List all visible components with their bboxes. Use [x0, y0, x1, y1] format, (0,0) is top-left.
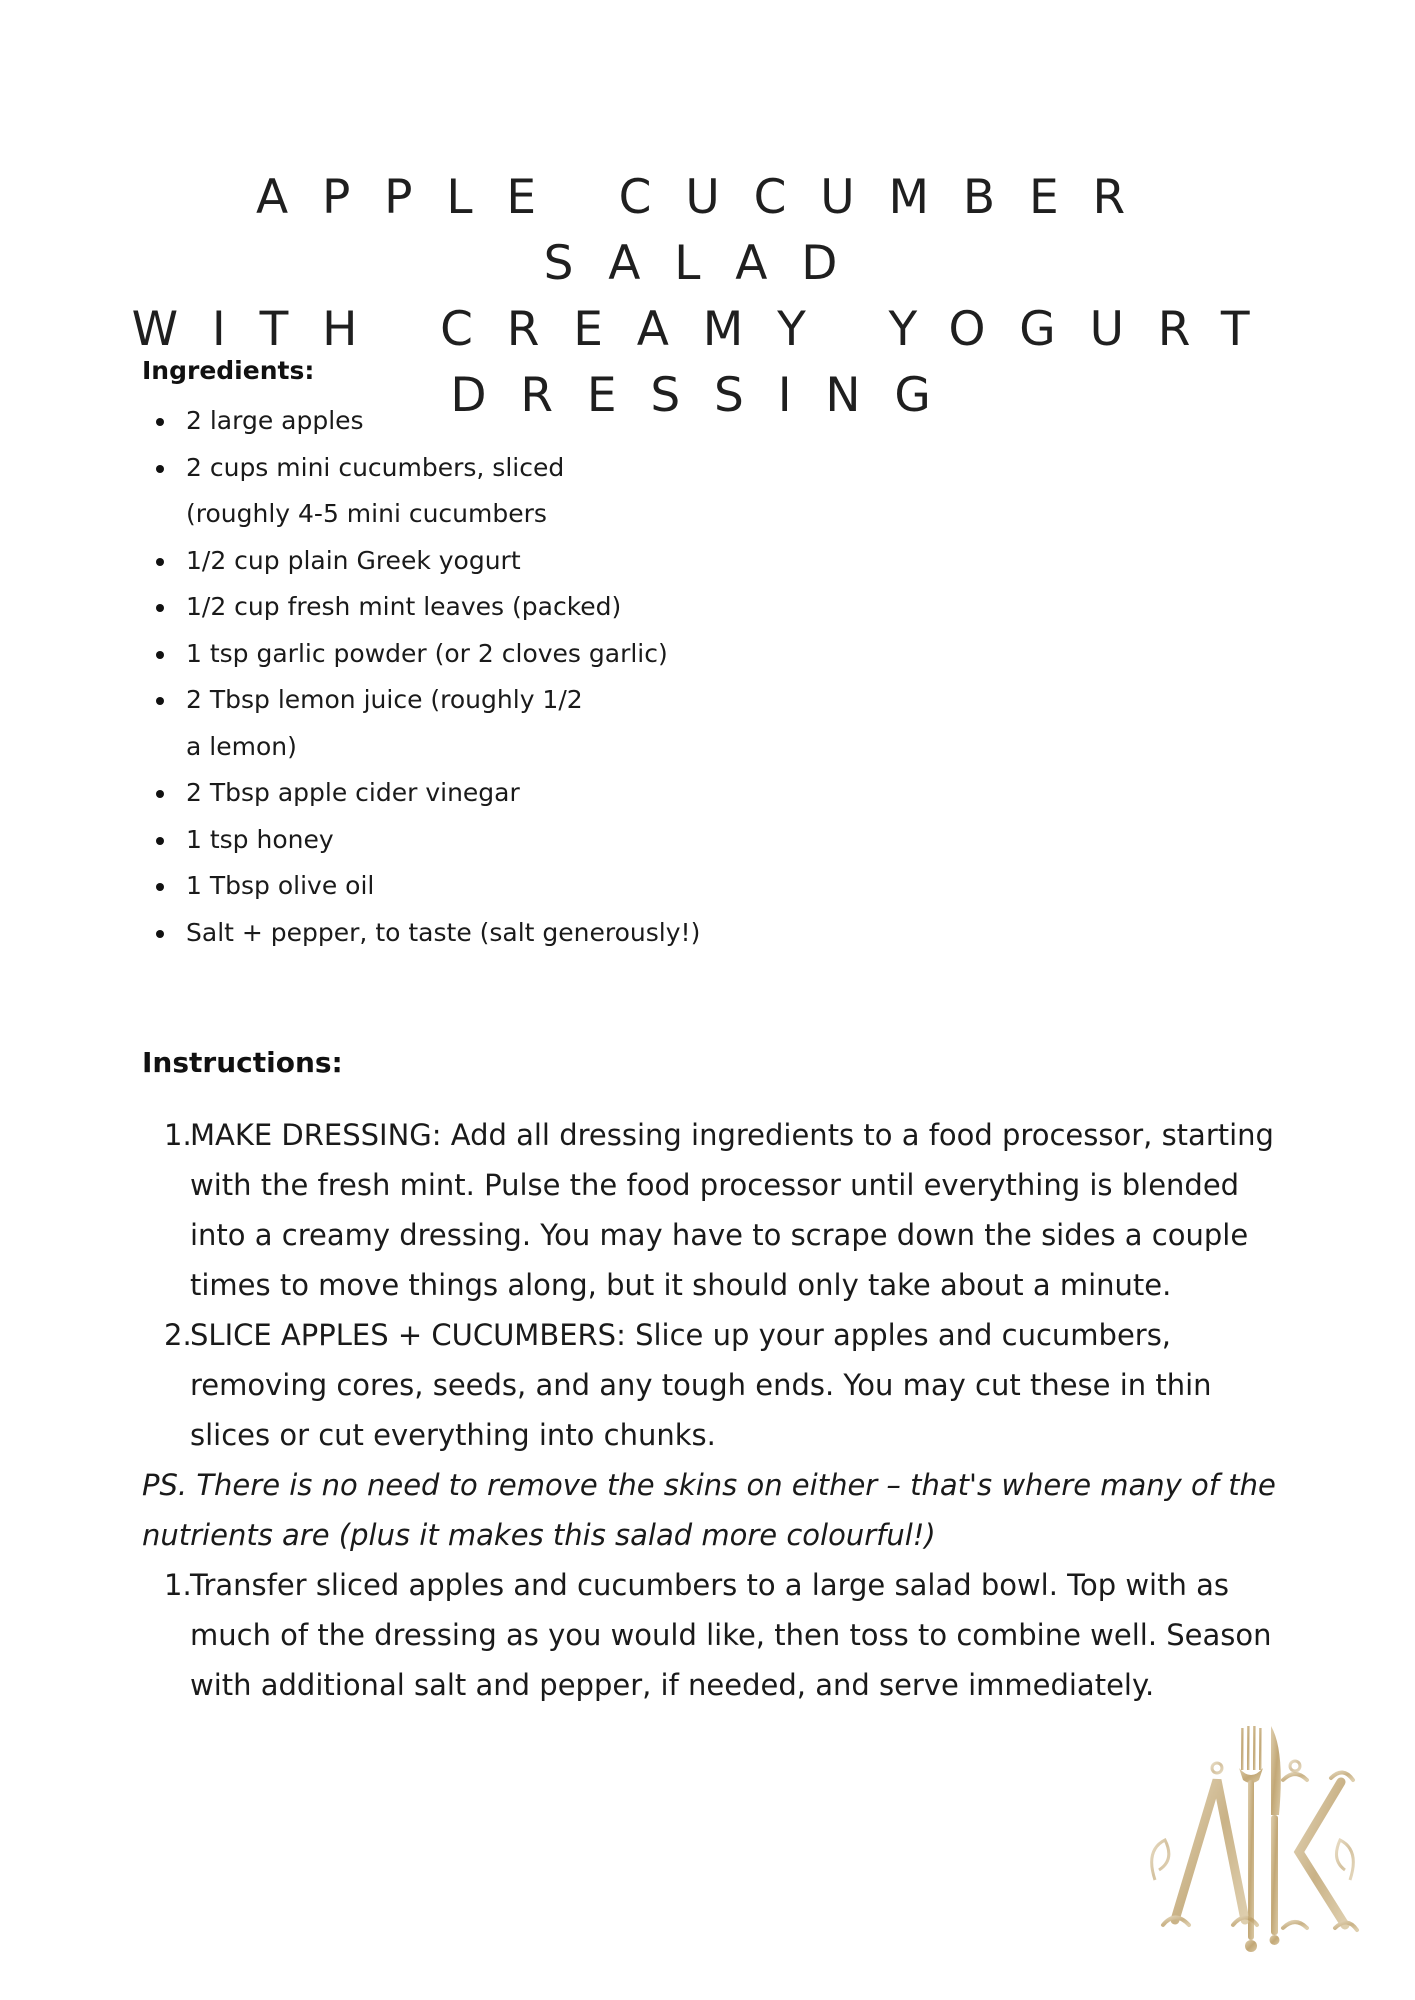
ingredient-item: 1 Tbsp olive oil — [142, 863, 742, 910]
letter-k-shape — [1283, 1772, 1357, 1930]
step-text: MAKE DRESSING: Add all dressing ingredients to a food processor, starting with the fresh mint. Pulse the food processor until everything is blended into a creamy dressing. You may have to scrape down the sides a couple times to move things along, but it should only take about a minute. — [190, 1118, 1274, 1302]
ingredients-list — [142, 398, 742, 956]
instructions-steps — [142, 1110, 1292, 1460]
instruction-step — [142, 1110, 1292, 1310]
ingredient-item: 1/2 cup fresh mint leaves (packed) — [142, 584, 742, 631]
instructions-steps-continued — [142, 1560, 1292, 1710]
ingredient-item: 2 Tbsp lemon juice (roughly 1/2 a lemon) — [142, 677, 742, 770]
ingredient-item: 1 tsp honey — [142, 817, 742, 864]
ingredient-item: 1/2 cup plain Greek yogurt — [142, 538, 742, 585]
ingredient-item: 2 cups mini cucumbers, sliced (roughly 4-5 mini cucumbers — [142, 445, 742, 538]
step-text: Transfer sliced apples and cucumbers to a large salad bowl. Top with as much of the dressing as you would like, then toss to combine well. Season with additional salt and pepper, if needed, and serve immediately. — [190, 1568, 1272, 1702]
ingredient-item: 1 tsp garlic powder (or 2 cloves garlic) — [142, 631, 742, 678]
step-number: 1. — [164, 1568, 192, 1602]
ingredient-item: 2 large apples — [142, 398, 742, 445]
ingredient-item: Salt + pepper, to taste (salt generously!) — [142, 910, 742, 957]
title-line-3: DRESSING — [450, 368, 965, 423]
fork-knife-monogram-icon — [1145, 1720, 1360, 1960]
ingredients-heading: Ingredients: — [142, 356, 315, 385]
ps-note: PS. There is no need to remove the skins on either – that's where many of the nutrients are (plus it makes this salad more colourful!) — [142, 1468, 1276, 1552]
letter-a-shape — [1163, 1780, 1257, 1925]
title-line-1: APPLE CUCUMBER SALAD — [255, 170, 1159, 291]
logo-graphic — [1145, 1720, 1360, 1960]
step-number: 2. — [164, 1318, 192, 1352]
instruction-step — [142, 1560, 1292, 1710]
knife-shape — [1270, 1726, 1281, 1945]
recipe-title — [120, 165, 1295, 429]
step-text: SLICE APPLES + CUCUMBERS: Slice up your apples and cucumbers, removing cores, seeds, and any tough ends. You may cut these in thin slices or cut everything into chunks. — [190, 1318, 1212, 1452]
ingredient-item: 2 Tbsp apple cider vinegar — [142, 770, 742, 817]
title-line-2: WITH CREAMY YOGURT — [131, 302, 1284, 357]
instruction-step — [142, 1310, 1292, 1460]
step-number: 1. — [164, 1118, 192, 1152]
instructions-heading: Instructions: — [142, 1046, 343, 1079]
